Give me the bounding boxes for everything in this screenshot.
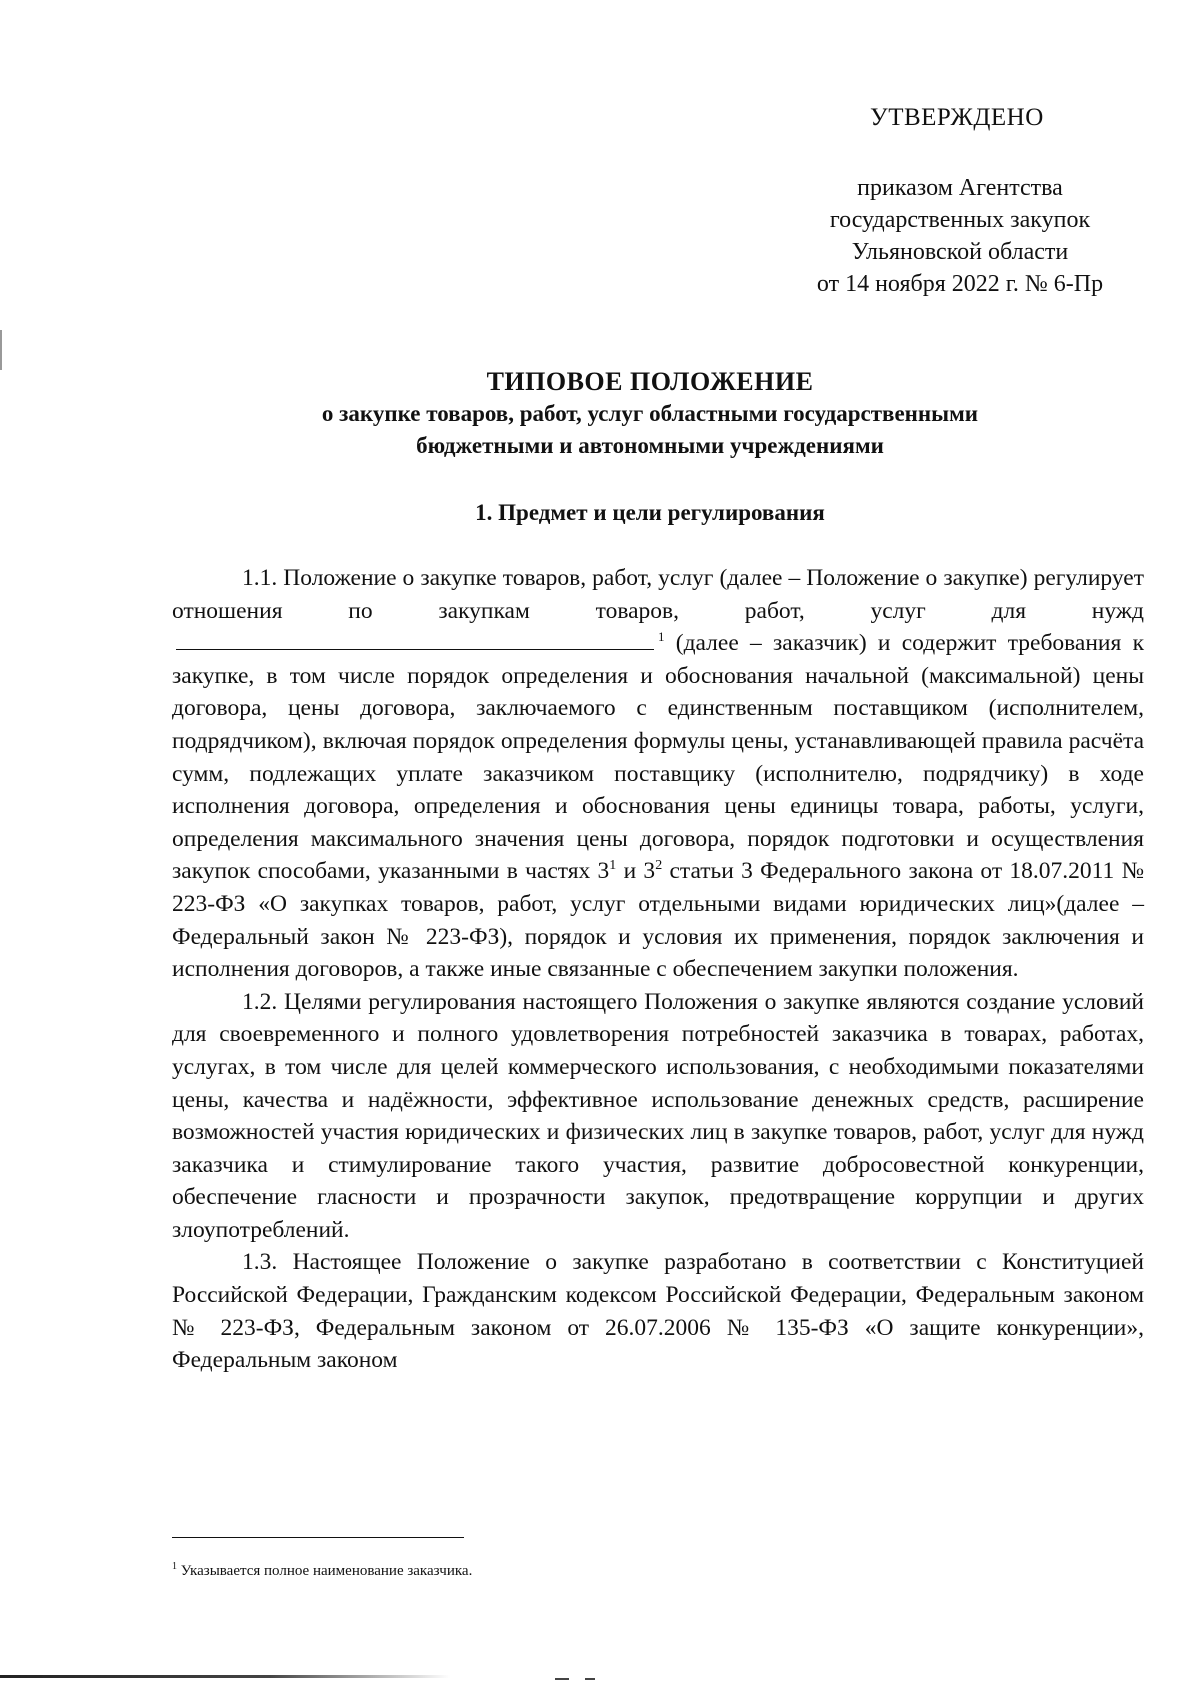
order-line: от 14 ноября 2022 г. № 6-Пр [816,271,1104,297]
document-subtitle: о закупке товаров, работ, услуг областными государственными [321,401,979,426]
superscript: 2 [655,858,663,874]
footnote-reference: 1 [658,629,665,645]
order-line: Ульяновской области [851,239,1069,265]
section-body [172,562,1144,1377]
scan-artifact [0,1675,450,1678]
document-title-block [160,366,1140,462]
paragraph-text: статьи 3 Федерального закона от 18.07.2011 № 223-ФЗ «О закупках товаров, работ, услуг отдельными видами юридических лиц»(далее – Федеральный закон № 223-ФЗ), порядок и условия их применения, порядок заключения и исполнения договоров, а также иные связанные с обеспечением закупки положения. [172,858,1144,983]
order-line: государственных закупок [829,207,1091,233]
superscript: 1 [609,858,617,874]
scan-artifact [555,1678,569,1680]
document-title: ТИПОВОЕ ПОЛОЖЕНИЕ [486,367,814,396]
paragraph-text: 1.1. Положение о закупке товаров, работ, услуг (далее – Положение о закупке) регулирует отношения по закупкам товаров, работ, услуг для нужд [172,565,1144,624]
paragraph-1-3: 1.3. Настоящее Положение о закупке разработано в соответствии с Конституцией Российской Федерации, Гражданским кодексом Российской Федерации, Федеральным законом № 223-ФЗ, Федеральным законом от 26.07.2006 № 135-ФЗ «О защите конкуренции», Федеральным законом [172,1249,1144,1374]
footnote-mark: 1 [172,1561,177,1572]
footnote-divider [172,1537,464,1538]
customer-name-blank [176,627,654,650]
footnote [172,1558,472,1580]
order-line: приказом Агентства [857,175,1063,201]
footnote-text: Указывается полное наименование заказчика. [180,1563,473,1579]
paragraph-text: (далее – заказчик) и содержит требования к закупке, в том числе порядок определения и обоснования начальной (максимальной) цены договора, цены договора, заключаемого с единственным поставщиком (исполнителем, подрядчиком), включая порядок определения формулы цены, устанавливающей правила расчёта сумм, подлежащих уплате заказчиком поставщику (исполнителю, подрядчику) в ходе исполнения договора, определения и обоснования цены единицы товара, работы, услуги, определения максимального значения цены договора, порядок подготовки и осуществления закупок способами, указанными в частях 3 [172,630,1144,885]
section-heading: 1. Предмет и цели регулирования [475,500,825,525]
approval-stamp-label: УТВЕРЖДЕНО [870,104,1044,131]
paragraph-1-1 [172,562,1144,986]
scan-artifact [585,1678,595,1680]
document-subtitle: бюджетными и автономными учреждениями [416,433,884,458]
scan-artifact [0,330,2,370]
paragraph-text: и 3 [616,858,656,885]
paragraph-1-2: 1.2. Целями регулирования настоящего Положения о закупке являются создание условий для своевременного и полного удовлетворения потребностей заказчика в товарах, работах, услугах, в том числе для целей коммерческого использования, с необходимыми показателями цены, качества и надёжности, эффективное использование денежных средств, расширение возможностей участия юридических и физических лиц в закупке товаров, работ, услуг для нужд заказчика и стимулирование такого участия, развитие добросовестной конкуренции, обеспечение гласности и прозрачности закупок, предотвращение коррупции и других злоупотреблений. [172,988,1144,1243]
approval-order [780,172,1140,300]
